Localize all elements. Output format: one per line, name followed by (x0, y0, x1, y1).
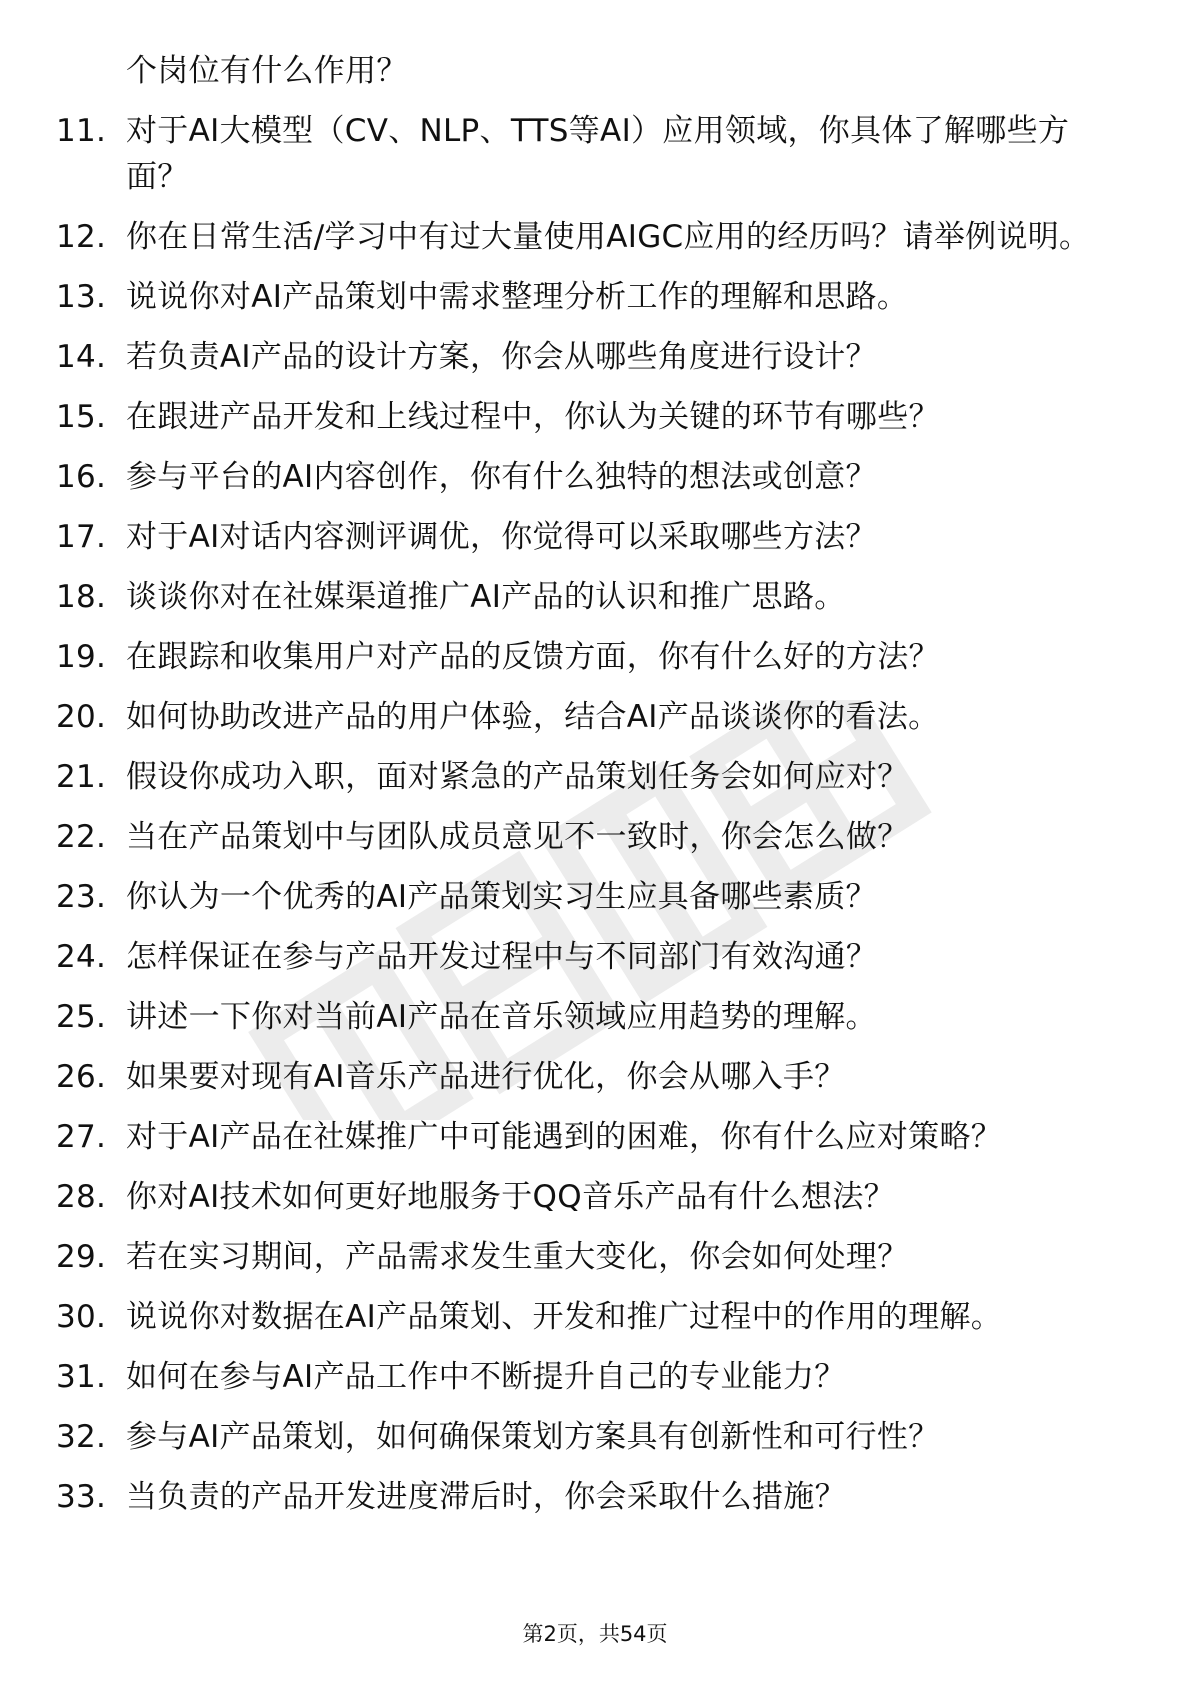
question-number: 25. (56, 999, 107, 1035)
question-item (56, 1354, 1136, 1400)
question-number: 29. (56, 1239, 107, 1275)
question-text: 当负责的产品开发进度滞后时，你会采取什么措施？ (126, 1479, 846, 1515)
question-item (56, 1294, 1136, 1340)
question-number: 15. (56, 399, 107, 435)
question-text: 谈谈你对在社媒渠道推广AI产品的认识和推广思路。 (126, 579, 846, 615)
question-item (56, 108, 1136, 200)
question-text: 你认为一个优秀的AI产品策划实习生应具备哪些素质？ (126, 879, 877, 915)
question-number: 33. (56, 1479, 107, 1515)
question-number: 31. (56, 1359, 107, 1395)
question-text: 如何协助改进产品的用户体验，结合AI产品谈谈你的看法。 (126, 699, 940, 735)
question-text: 对于AI对话内容测评调优，你觉得可以采取哪些方法？ (126, 519, 877, 555)
question-text: 在跟进产品开发和上线过程中，你认为关键的环节有哪些？ (126, 399, 940, 435)
question-item (56, 1174, 1136, 1220)
question-text: 对于AI大模型（CV、NLP、TTS等AI）应用领域，你具体了解哪些方面？ (126, 113, 1070, 195)
question-text: 怎样保证在参与产品开发过程中与不同部门有效沟通？ (126, 939, 878, 975)
question-list (56, 108, 1136, 1520)
question-number: 18. (56, 579, 107, 615)
question-text: 说说你对AI产品策划中需求整理分析工作的理解和思路。 (126, 279, 909, 315)
question-number: 14. (56, 339, 107, 375)
question-item (56, 454, 1136, 500)
question-number: 22. (56, 819, 107, 855)
question-number: 11. (56, 113, 107, 149)
question-text: 当在产品策划中与团队成员意见不一致时，你会怎么做？ (126, 819, 909, 855)
question-text: 在跟踪和收集用户对产品的反馈方面，你有什么好的方法？ (126, 639, 940, 675)
question-item (56, 934, 1136, 980)
question-item (56, 994, 1136, 1040)
question-item (56, 1474, 1136, 1520)
question-text: 若在实习期间，产品需求发生重大变化，你会如何处理？ (126, 1239, 909, 1275)
question-item (56, 1414, 1136, 1460)
question-text: 你在日常生活/学习中有过大量使用AIGC应用的经历吗？请举例说明。 (126, 219, 1091, 255)
question-text: 如果要对现有AI音乐产品进行优化，你会从哪入手？ (126, 1059, 846, 1095)
question-text: 你对AI技术如何更好地服务于QQ音乐产品有什么想法？ (126, 1179, 895, 1215)
question-number: 28. (56, 1179, 107, 1215)
question-item (56, 754, 1136, 800)
question-number: 19. (56, 639, 107, 675)
question-number: 24. (56, 939, 107, 975)
question-content (56, 48, 1136, 1534)
question-item (56, 214, 1136, 260)
question-item (56, 574, 1136, 620)
question-text: 对于AI产品在社媒推广中可能遇到的困难，你有什么应对策略？ (126, 1119, 1003, 1155)
question-item (56, 1234, 1136, 1280)
question-number: 27. (56, 1119, 107, 1155)
question-text: 假设你成功入职，面对紧急的产品策划任务会如何应对？ (126, 759, 909, 795)
question-item (56, 1054, 1136, 1100)
question-number: 26. (56, 1059, 107, 1095)
question-item (56, 334, 1136, 380)
question-number: 16. (56, 459, 107, 495)
question-number: 12. (56, 219, 107, 255)
question-number: 23. (56, 879, 107, 915)
question-text: 参与平台的AI内容创作，你有什么独特的想法或创意？ (126, 459, 877, 495)
continued-question-text: 个岗位有什么作用？ (126, 53, 408, 89)
question-number: 17. (56, 519, 107, 555)
question-text: 若负责AI产品的设计方案，你会从哪些角度进行设计？ (126, 339, 877, 375)
question-item (56, 274, 1136, 320)
question-number: 20. (56, 699, 107, 735)
question-number: 30. (56, 1299, 107, 1335)
question-item (56, 634, 1136, 680)
question-item (56, 394, 1136, 440)
question-item (56, 514, 1136, 560)
question-number: 13. (56, 279, 107, 315)
page-footer: 第2页，共54页 (522, 1622, 668, 1646)
question-item (56, 694, 1136, 740)
question-item (56, 1114, 1136, 1160)
question-item (56, 874, 1136, 920)
question-text: 说说你对数据在AI产品策划、开发和推广过程中的作用的理解。 (126, 1299, 1003, 1335)
question-number: 32. (56, 1419, 107, 1455)
question-text: 讲述一下你对当前AI产品在音乐领域应用趋势的理解。 (126, 999, 877, 1035)
question-number: 21. (56, 759, 107, 795)
question-item (56, 814, 1136, 860)
question-text: 如何在参与AI产品工作中不断提升自己的专业能力？ (126, 1359, 846, 1395)
question-text: 参与AI产品策划，如何确保策划方案具有创新性和可行性？ (126, 1419, 940, 1455)
